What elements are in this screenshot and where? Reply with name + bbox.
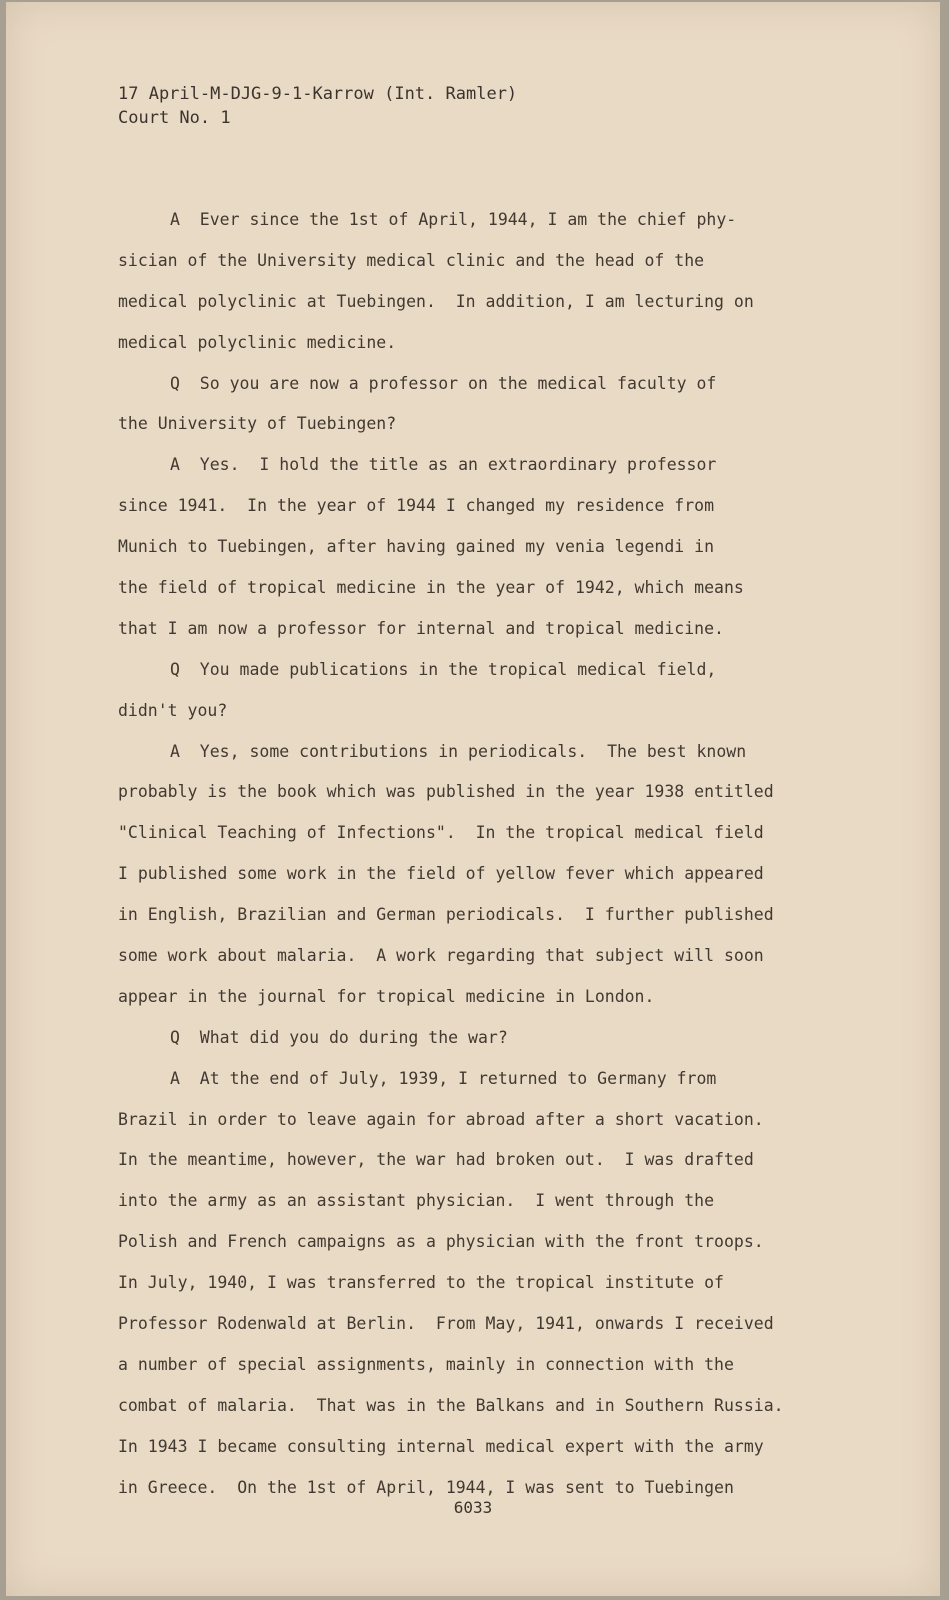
text-line: some work about malaria. A work regarding that subject will soon — [118, 946, 764, 966]
header-line-1: 17 April-M-DJG-9-1-Karrow (Int. Ramler) — [118, 84, 518, 104]
question-line: Q So you are now a professor on the medical faculty of — [170, 373, 717, 393]
text-line: since 1941. In the year of 1944 I changed my residence from — [118, 496, 715, 516]
text-line: in Greece. On the 1st of April, 1944, I was sent to Tuebingen — [118, 1477, 734, 1497]
text-line: sician of the University medical clinic and the head of the — [118, 250, 705, 270]
text-line: the field of tropical medicine in the year of 1942, which means — [118, 578, 744, 598]
text-line: in English, Brazilian and German periodicals. I further published — [118, 905, 774, 925]
text-line: appear in the journal for tropical medicine in London. — [118, 986, 655, 1006]
text-line: In July, 1940, I was transferred to the tropical institute of — [118, 1273, 724, 1293]
text-line: didn't you? — [118, 700, 228, 720]
header — [118, 82, 517, 130]
transcript-body — [118, 200, 818, 1509]
text-line: Professor Rodenwald at Berlin. From May, 1941, onwards I received — [118, 1314, 774, 1334]
text-line: Brazil in order to leave again for abroad after a short vacation. — [118, 1109, 764, 1129]
question-line: Q You made publications in the tropical medical field, — [170, 659, 717, 679]
text-line: combat of malaria. That was in the Balkans and in Southern Russia. — [118, 1395, 784, 1415]
text-line: a number of special assignments, mainly in connection with the — [118, 1354, 734, 1374]
page-number: 6033 — [453, 1498, 493, 1517]
text-line: probably is the book which was published in the year 1938 entitled — [118, 782, 774, 802]
answer-line: A Ever since the 1st of April, 1944, I am the chief phy- — [170, 210, 737, 229]
answer-line: A Yes, some contributions in periodicals. The best known — [170, 741, 747, 761]
document-page — [6, 2, 940, 1596]
text-line: medical polyclinic medicine. — [118, 332, 397, 352]
text-line: In the meantime, however, the war had broken out. I was drafted — [118, 1150, 754, 1170]
text-line: I published some work in the field of yellow fever which appeared — [118, 864, 764, 884]
text-line: "Clinical Teaching of Infections". In the tropical medical field — [118, 823, 764, 843]
answer-line: A At the end of July, 1939, I returned to Germany from — [170, 1068, 717, 1088]
text-line: medical polyclinic at Tuebingen. In addition, I am lecturing on — [118, 291, 754, 311]
text-line: Polish and French campaigns as a physician with the front troops. — [118, 1232, 764, 1252]
text-line: In 1943 I became consulting internal medical expert with the army — [118, 1436, 764, 1456]
text-line: into the army as an assistant physician. I went through the — [118, 1191, 715, 1211]
text-line: that I am now a professor for internal and tropical medicine. — [118, 618, 724, 638]
question-line: Q What did you do during the war? — [170, 1027, 508, 1047]
answer-line: A Yes. I hold the title as an extraordinary professor — [170, 455, 717, 475]
text-line: the University of Tuebingen? — [118, 414, 397, 434]
header-line-2: Court No. 1 — [118, 108, 231, 128]
text-line: Munich to Tuebingen, after having gained my venia legendi in — [118, 537, 715, 557]
